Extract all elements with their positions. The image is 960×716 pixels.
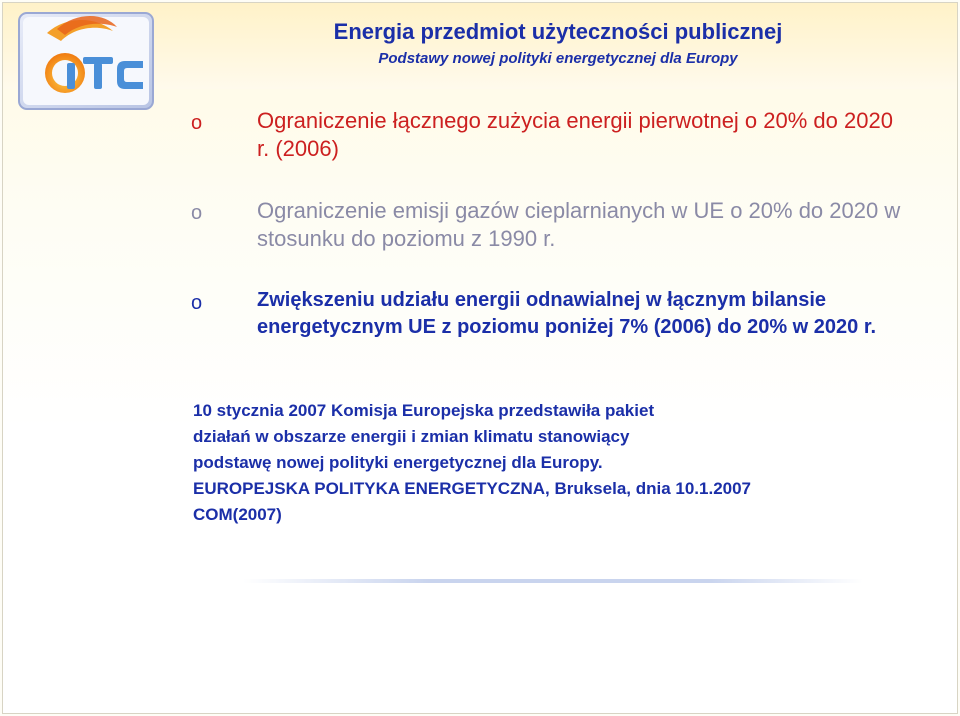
logo-graphic [17, 11, 157, 115]
page-title: Energia przedmiot użyteczności publicznej [333, 19, 783, 44]
page-subtitle: Podstawy nowej polityki energetycznej dla Europy [378, 50, 738, 67]
slide [2, 2, 958, 714]
bullet-text: Ograniczenie łącznego zużycia energii pierwotnej o 20% do 2020 r. (2006) [257, 108, 893, 161]
bullet-item [191, 107, 911, 163]
letter-t-bar [83, 57, 113, 64]
bullet-text: Ograniczenie emisji gazów cieplarnianych w UE o 20% do 2020 w stosunku do poziomu z 1990 r. [257, 198, 901, 251]
footer-divider [243, 579, 863, 583]
source-note [193, 398, 933, 528]
letter-i [67, 63, 75, 89]
note-line: 10 stycznia 2007 Komisja Europejska przedstawiła pakiet [193, 401, 655, 420]
bullet-marker: o [191, 112, 203, 134]
bullet-text: Zwiększeniu udziału energii odnawialnej w łącznym bilansie energetycznym UE z poziomu poniżej 7% (2006) do 20% w 2020 r. [257, 289, 877, 338]
bullet-marker: o [191, 202, 203, 224]
note-line: COM(2007) [193, 505, 282, 524]
note-line: podstawę nowej polityki energetycznej dla Europy. [193, 453, 603, 472]
bullet-marker: o [191, 292, 203, 314]
bullet-item [191, 197, 911, 253]
note-line: EUROPEJSKA POLITYKA ENERGETYCZNA, Bruksela, dnia 10.1.2007 [193, 479, 752, 498]
bullet-item [191, 287, 911, 341]
letter-t-stem [94, 63, 102, 89]
itc-logo [17, 11, 157, 115]
note-line: działań w obszarze energii i zmian klimatu stanowiący [193, 427, 630, 446]
